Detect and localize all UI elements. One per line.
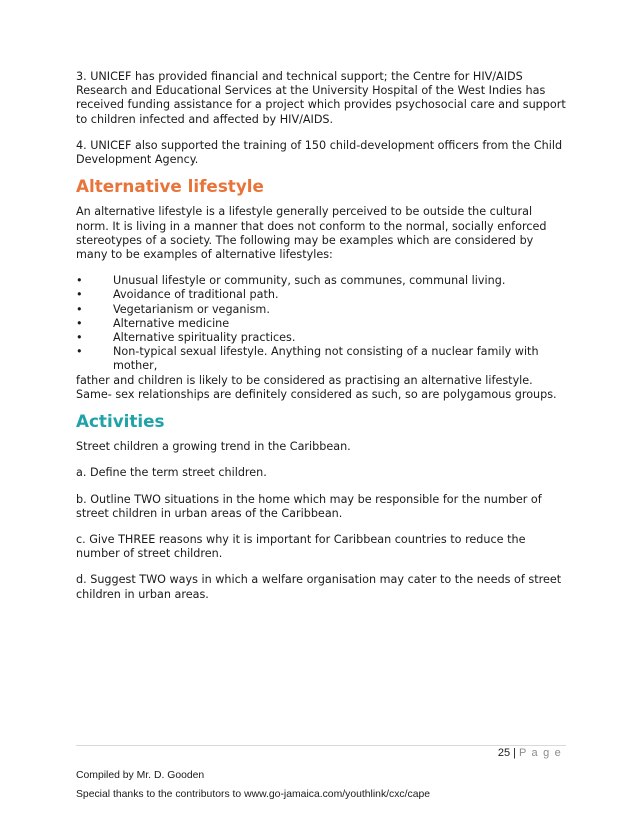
- bullet-icon: •: [76, 331, 83, 345]
- list-item-wrapped: [76, 345, 566, 402]
- heading-activities: Activities: [76, 411, 165, 432]
- page-number: [498, 747, 562, 759]
- bullet-icon: •: [76, 345, 83, 359]
- heading-alternative-lifestyle: Alternative lifestyle: [76, 176, 264, 197]
- footer-compiled-by: Compiled by Mr. D. Gooden: [76, 770, 205, 781]
- list-item-text: Alternative medicine: [113, 316, 230, 330]
- list-item: [76, 274, 566, 288]
- list-item-text: Unusual lifestyle or community, such as communes, communal living.: [113, 274, 506, 288]
- bullet-icon: •: [76, 316, 83, 330]
- list-item: [76, 303, 566, 317]
- list-item: [76, 288, 566, 302]
- activity-question-c: c. Give THREE reasons why it is important for Caribbean countries to reduce the number of street children.: [76, 533, 526, 561]
- page-label: P a g e: [518, 747, 562, 759]
- list-item-continuation: father and children is likely to be considered as practising an alternative lifestyle. Same- sex relationships are definitely considered as such, so are polygamous groups.: [76, 373, 557, 401]
- bullet-list: [76, 274, 566, 402]
- page-number-value: 25: [497, 747, 511, 759]
- list-item: [76, 331, 566, 345]
- list-item-text: Avoidance of traditional path.: [113, 288, 279, 302]
- list-item: [76, 317, 566, 331]
- list-item-text: Non-typical sexual lifestyle. Anything not consisting of a nuclear family with mother,: [113, 345, 539, 373]
- footer-divider: [76, 745, 566, 746]
- paragraph-alternative-lifestyle: An alternative lifestyle is a lifestyle generally perceived to be outside the cultural norm. It is living in a manner that does not conform to the normal, socially enforced stereotypes of a society. The following may be examples which are considered by many to be examples of alternative lifestyles:: [76, 205, 547, 262]
- paragraph-unicef-funding: 3. UNICEF has provided financial and technical support; the Centre for HIV/AIDS Research and Educational Services at the University Hospital of the West Indies has received funding assistance for a project which provides psychosocial care and support to children infected and affected by HIV/AIDS.: [76, 70, 566, 126]
- footer-credits: [76, 766, 430, 804]
- list-item-text: Vegetarianism or veganism.: [113, 302, 270, 316]
- activity-question-d: d. Suggest TWO ways in which a welfare organisation may cater to the needs of street children in urban areas.: [76, 573, 562, 601]
- activity-intro: Street children a growing trend in the Caribbean.: [76, 440, 351, 454]
- footer-thanks: Special thanks to the contributors to www.go-jamaica.com/youthlink/cxc/cape: [76, 789, 431, 800]
- bullet-icon: •: [76, 288, 83, 302]
- activity-question-a: a. Define the term street children.: [76, 466, 267, 480]
- activity-question-b: b. Outline TWO situations in the home which may be responsible for the number of street children in urban areas of the Caribbean.: [76, 492, 542, 520]
- bullet-icon: •: [76, 274, 83, 288]
- page-content: [76, 70, 566, 614]
- page-number-separator: |: [513, 747, 516, 759]
- bullet-icon: •: [76, 302, 83, 316]
- list-item-text: Alternative spirituality practices.: [113, 331, 296, 345]
- paragraph-unicef-training: 4. UNICEF also supported the training of 150 child-development officers from the Child Development Agency.: [76, 138, 563, 167]
